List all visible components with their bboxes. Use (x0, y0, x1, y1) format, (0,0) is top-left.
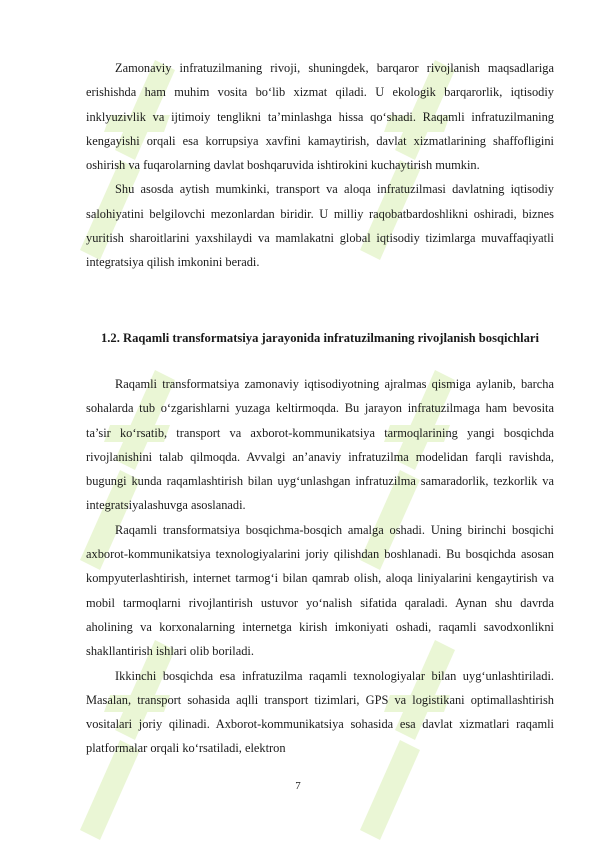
body-paragraph: Shu asosda aytish mumkinki, transport va aloqa infratuzilmasi davlatning iqtisodiy salohiyatini belgilovchi mezonlardan biridir. U milliy raqobatbardoshlikni oshiradi, biznes yuritish sharoitlarini yaxshilaydi va mamlakatni global iqtisodiy tizimlarga muvaffaqiyatli integratsiya qilish imkonini beradi. (86, 182, 554, 270)
body-paragraph: Raqamli transformatsiya bosqichma-bosqich amalga oshadi. Uning birinchi bosqichi axborot-kommunikatsiya texnologiyalarini joriy qilishdan boshlanadi. Bu bosqichda asosan kompyuterlashtirish, internet tarmog‘i bilan qamrab olish, aloqa liniyalarini kengaytirish va mobil tarmoqlarni rivojlantirish ustuvor yo‘nalish sifatida qaraladi. Aynan shu davrda aholining va korxonalarning internetga kirish imkoniyati oshadi, raqamli savodxonlikni shakllantirish ishlari olib boriladi. (86, 522, 554, 659)
intro-text-block (86, 56, 554, 275)
body-paragraph: Ikkinchi bosqichda esa infratuzilma raqamli texnologiyalar bilan uyg‘unlashtiriladi. Masalan, transport sohasida aqlli transport tizimlari, GPS va logistikani optimallashtirish vositalari joriy qilinadi. Axborot-kommunikatsiya sohasida esa davlat xizmatlari raqamli platformalar orqali ko‘rsatiladi, elektron (86, 668, 554, 756)
body-paragraph: Zamonaviy infratuzilmaning rivoji, shuningdek, barqaror rivojlanish maqsadlariga erishishda ham muhim vosita bo‘lib xizmat qiladi. U ekologik barqarorlik, iqtisodiy inklyuzivlik va ijtimoiy tenglikni ta’minlashga hissa qo‘shadi. Raqamli infratuzilmaning kengayishi orqali esa korrupsiya xavfini kamaytirish, davlat xizmatlarining shaffofligini oshirish va fuqarolarning davlat boshqaruvida ishtirokini kuchaytirish mumkin. (86, 61, 554, 173)
page-number: 7 (295, 780, 301, 792)
section-text-block (86, 372, 554, 761)
section-heading: 1.2. Raqamli transformatsiya jarayonida infratuzilmaning rivojlanish bosqichlari (100, 331, 539, 345)
body-paragraph: Raqamli transformatsiya zamonaviy iqtisodiyotning ajralmas qismiga aylanib, barcha sohalarda tub o‘zgarishlarni yuzaga keltirmoqda. Bu jarayon infratuzilmaga ham bevosita ta’sir ko‘rsatib, transport va axborot-kommunikatsiya tarmoqlarining yangi bosqichda rivojlanishini talab qilmoqda. Avvalgi an’anaviy infratuzilma modelidan farqli ravishda, bugungi kunda raqamlashtirish bilan uyg‘unlashgan infratuzilma samaradorlik, tezkorlik va integratsiyalashuvga asoslanadi. (86, 377, 554, 513)
